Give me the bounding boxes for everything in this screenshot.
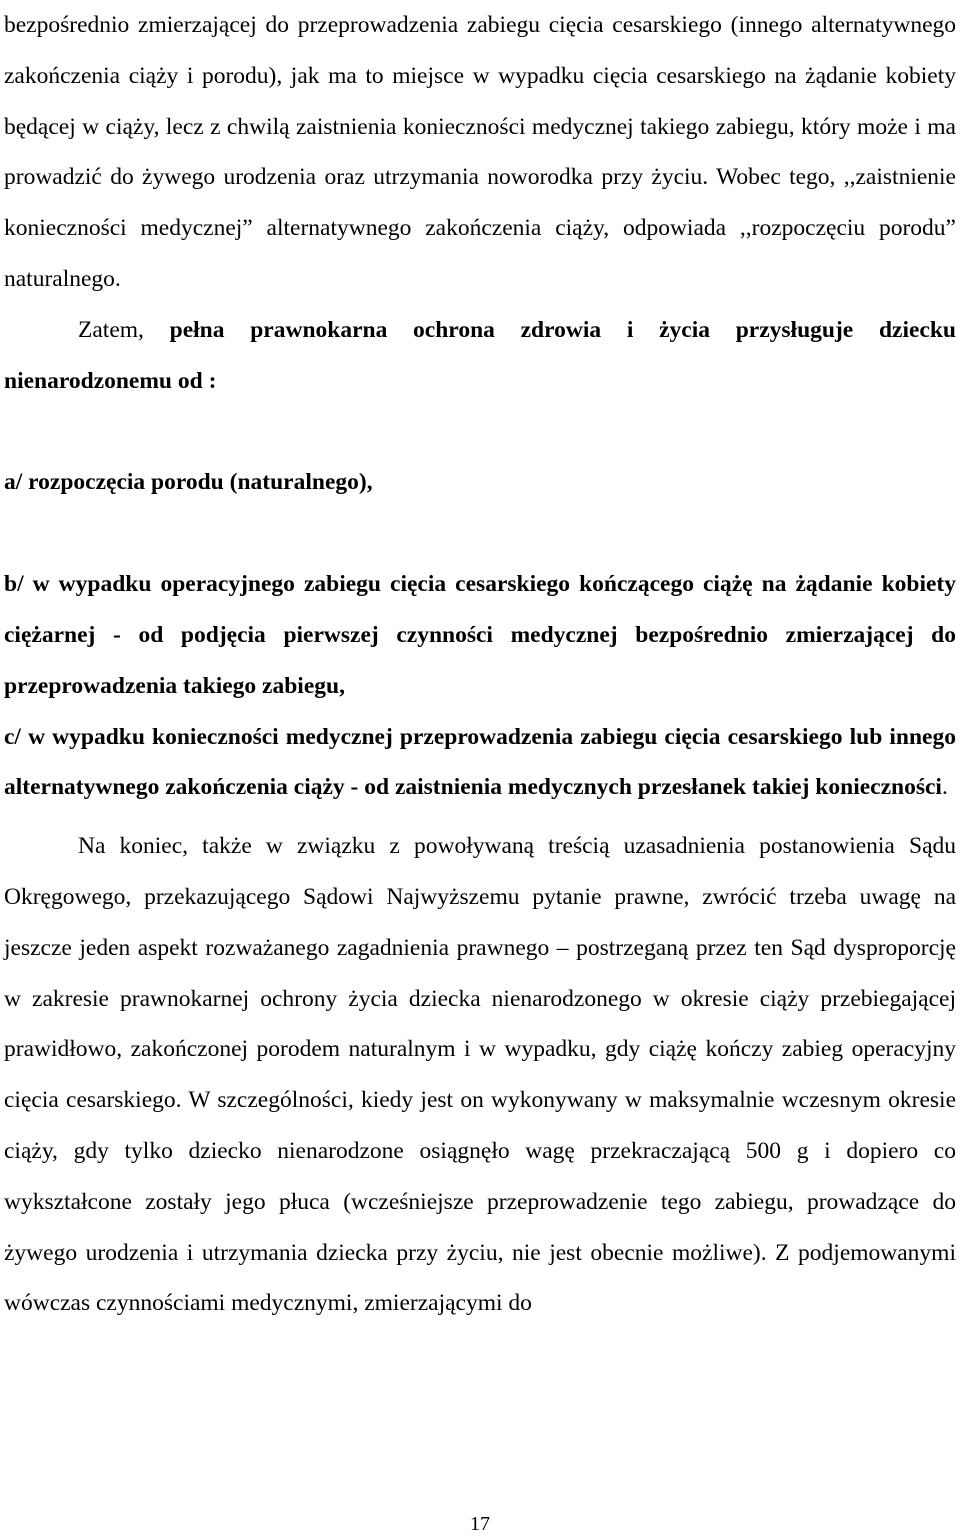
list-item-b: b/ w wypadku operacyjnego zabiegu cięcia cesarskiego kończącego ciążę na żądanie kobiety ciężarnej - od podjęcia pierwszej czynności medycznej bezpośrednio zmierzającej do przeprowadzenia takiego zabiegu, bbox=[4, 571, 956, 699]
paragraph-continuation: bezpośrednio zmierzającej do przeprowadzenia zabiegu cięcia cesarskiego (innego alternatywnego zakończenia ciąży i porodu), jak ma to miejsce w wypadku cięcia cesarskiego na żądanie kobiety będącej w ciąży, lecz z chwilą zaistnienia konieczności medycznej takiego zabiegu, który może i ma prowadzić do żywego urodzenia oraz utrzymania noworodka przy życiu. Wobec tego, ,,zaistnienie konieczności medycznej” alternatywnego zakończenia ciąży, odpowiada ,,rozpoczęciu porodu” naturalnego. bbox=[4, 12, 956, 292]
list-item-a: a/ rozpoczęcia porodu (naturalnego), bbox=[4, 469, 373, 496]
list-item-c-text: c/ w wypadku konieczności medycznej przeprowadzenia zabiegu cięcia cesarskiego lub innego alternatywnego zakończenia ciąży - od zaistnienia medycznych przesłanek takiej konieczności bbox=[4, 723, 956, 801]
paragraph-conclusion bbox=[4, 305, 956, 407]
spacer bbox=[4, 406, 956, 457]
paragraph-final: Na koniec, także w związku z powoływaną treścią uzasadnienia postanowienia Sądu Okręgowego, przekazującego Sądowi Najwyższemu pytanie prawne, zwrócić trzeba uwagę na jeszcze jeden aspekt rozważanego zagadnienia prawnego – postrzeganą przez ten Sąd dysproporcję w zakresie prawnokarnej ochrony życia dziecka nienarodzonego w okresie ciąży przebiegającej prawidłowo, zakończonej porodem naturalnym i w wypadku, gdy ciążę kończy zabieg operacyjny cięcia cesarskiego. W szczególności, kiedy jest on wykonywany w maksymalnie wczesnym okresie ciąży, gdy tylko dziecko nienarodzone osiągnęło wagę przekraczającą 500 g i dopiero co wykształcone zostały jego płuca (wcześniejsze przeprowadzenie tego zabiegu, prowadzące do żywego urodzenia i utrzymania dziecka przy życiu, nie jest obecnie możliwe). Z podjemowanymi wówczas czynnościami medycznymi, zmierzającymi do bbox=[4, 833, 956, 1317]
page-number: 17 bbox=[470, 1513, 490, 1535]
list-item-c-period: . bbox=[941, 774, 948, 801]
document-page bbox=[4, 0, 956, 1329]
paragraph-bold-text: pełna prawnokarna ochrona zdrowia i życia przysługuje dziecku nienarodzonemu od : bbox=[4, 316, 956, 394]
list-item-c bbox=[4, 712, 956, 814]
spacer bbox=[4, 508, 956, 559]
paragraph-lead-text: Zatem, bbox=[78, 316, 170, 343]
